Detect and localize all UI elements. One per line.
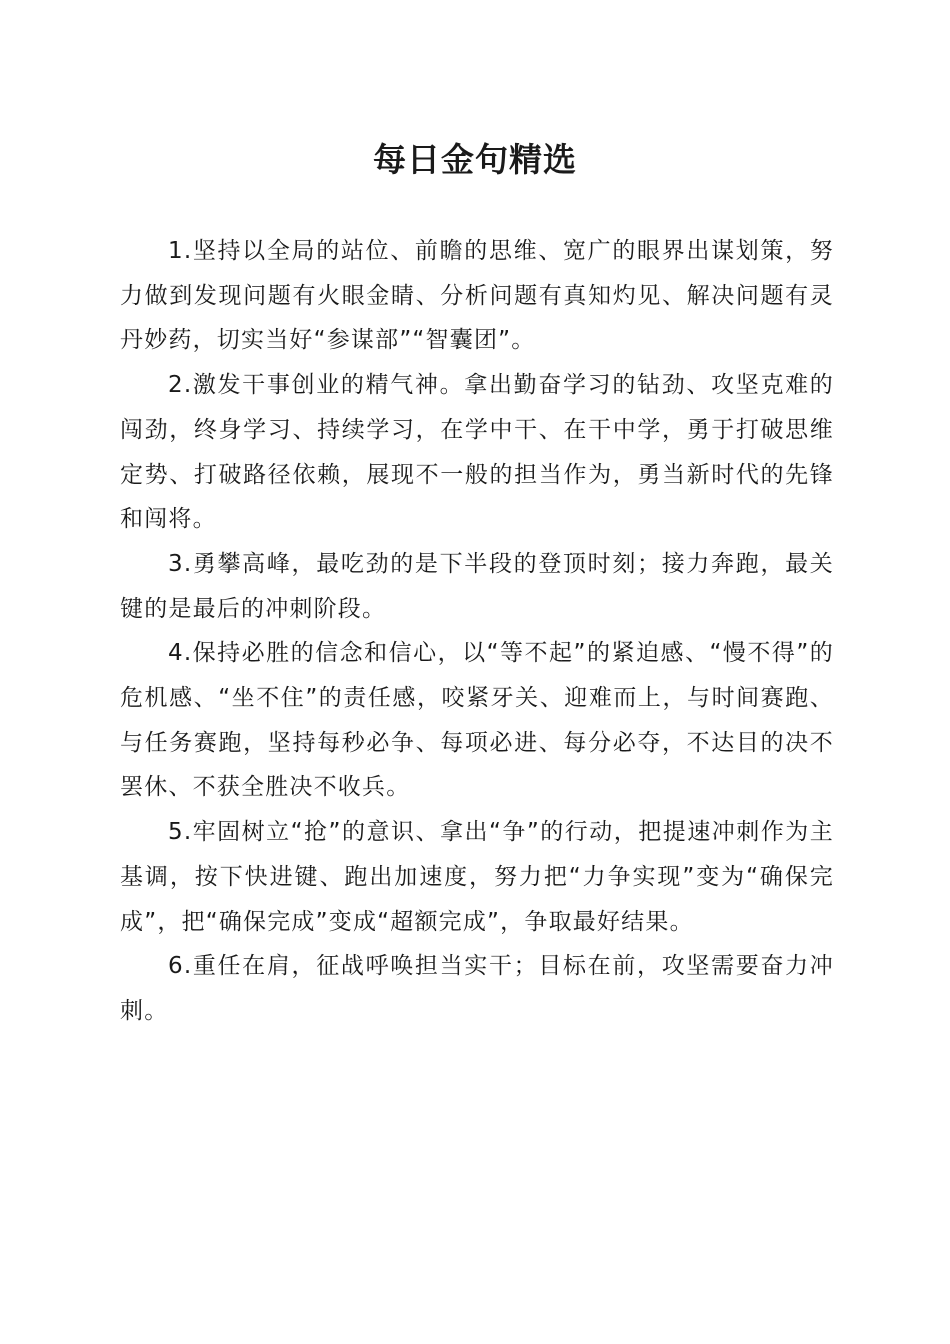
document-body [120, 229, 834, 1034]
page-title: 每日金句精选 [373, 140, 577, 179]
paragraph-1: 1.坚持以全局的站位、前瞻的思维、宽广的眼界出谋划策，努力做到发现问题有火眼金睛、分析问题有真知灼见、解决问题有灵丹妙药，切实当好“参谋部”“智囊团”。 [120, 238, 834, 354]
paragraph-3: 3.勇攀高峰，最吃劲的是下半段的登顶时刻；接力奔跑，最关键的是最后的冲刺阶段。 [120, 550, 834, 622]
paragraph-6: 6.重任在肩，征战呼唤担当实干；目标在前，攻坚需要奋力冲刺。 [120, 953, 834, 1024]
paragraph-4: 4.保持必胜的信念和信心，以“等不起”的紧迫感、“慢不得”的危机感、“坐不住”的责任感，咬紧牙关、迎难而上，与时间赛跑、与任务赛跑，坚持每秒必争、每项必进、每分必夺，不达目的决不罢休、不获全胜决不收兵。 [120, 640, 834, 801]
paragraph-2: 2.激发干事创业的精气神。拿出勤奋学习的钻劲、攻坚克难的闯劲，终身学习、持续学习，在学中干、在干中学，勇于打破思维定势、打破路径依赖，展现不一般的担当作为，勇当新时代的先锋和闯将。 [120, 372, 834, 533]
paragraph-5: 5.牢固树立“抢”的意识、拿出“争”的行动，把提速冲刺作为主基调，按下快进键、跑出加速度，努力把“力争实现”变为“确保完成”，把“确保完成”变成“超额完成”，争取最好结果。 [120, 819, 834, 935]
